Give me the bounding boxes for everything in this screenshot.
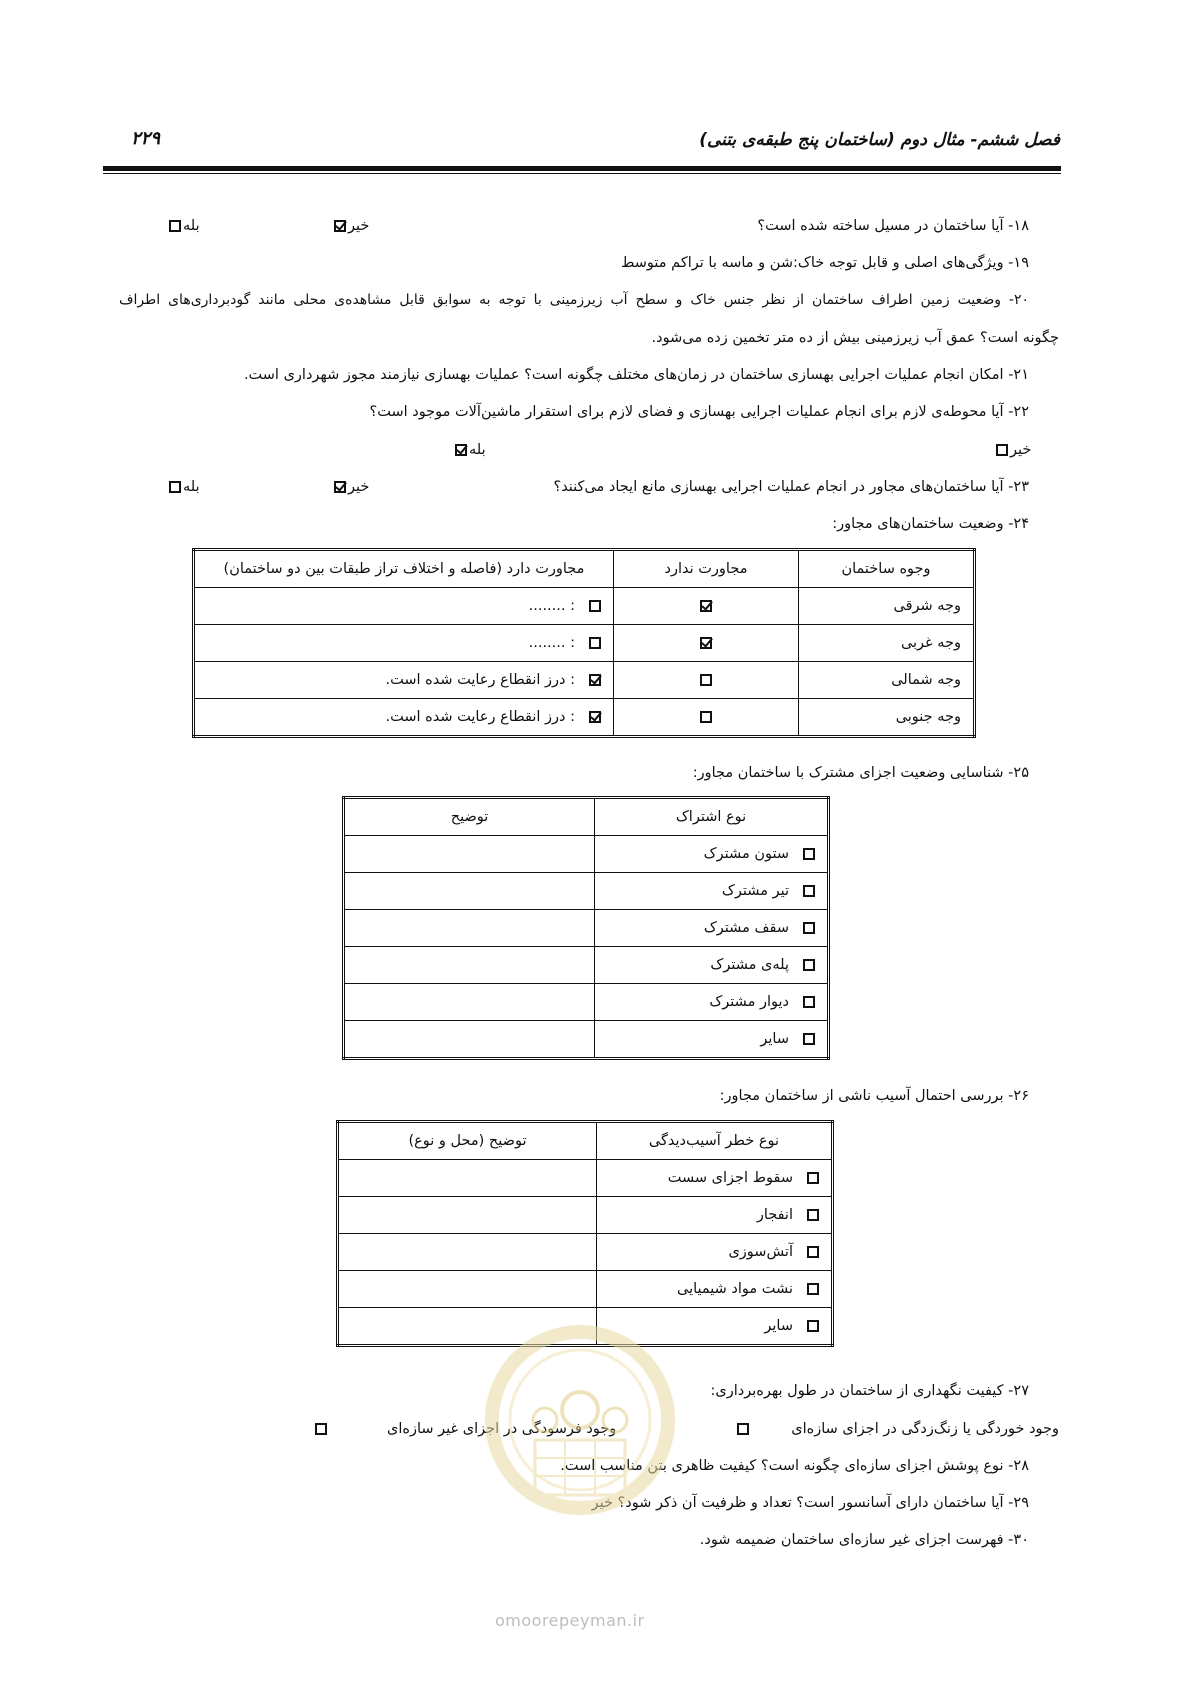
risk-type-label: سایر: [764, 1318, 793, 1334]
q23-yes-label: بله: [183, 479, 200, 495]
question-24: ۲۴- وضعیت ساختمان‌های مجاور:: [832, 516, 1029, 532]
q27-option-corrosion: [737, 1421, 1059, 1437]
checkbox-empty-icon[interactable]: [803, 922, 815, 934]
share-type-cell: [595, 984, 829, 1021]
adjacent-note: : ........: [528, 635, 575, 651]
risk-description-cell[interactable]: [338, 1160, 597, 1197]
q18-no-label: خیر: [348, 218, 370, 234]
description-cell[interactable]: [344, 910, 595, 947]
watermark-url: omoorepeyman.ir: [495, 1611, 645, 1630]
checkbox-checked-icon[interactable]: [589, 711, 601, 723]
checkbox-empty-icon[interactable]: [803, 848, 815, 860]
not-adjacent-cell: [614, 699, 799, 737]
risk-type-label: سقوط اجزای سست: [667, 1170, 793, 1186]
header-risk-description: توضیح (محل و نوع): [338, 1122, 597, 1160]
table-row: [194, 699, 975, 737]
q23-no-option: [330, 479, 369, 495]
table-row: [344, 1021, 829, 1059]
description-cell[interactable]: [344, 947, 595, 984]
question-30: ۳۰- فهرست اجزای غیر سازه‌ای ساختمان ضمیمه شود.: [699, 1532, 1029, 1548]
q22-no-label: خیر: [1010, 442, 1032, 458]
adjacent-note: : ........: [528, 598, 575, 614]
risk-type-label: نشت مواد شیمیایی: [677, 1281, 793, 1297]
q27-option-corrosion-label: وجود خوردگی یا زنگ‌زدگی در اجزای سازه‌ای: [791, 1421, 1059, 1437]
header-not-adjacent: مجاورت ندارد: [614, 550, 799, 588]
q23-no-label: خیر: [348, 479, 370, 495]
face-label: وجه شرقی: [799, 588, 975, 625]
checkbox-empty-icon[interactable]: [737, 1423, 749, 1435]
checkbox-empty-icon[interactable]: [169, 220, 181, 232]
header-adjacent: مجاورت دارد (فاصله و اختلاف تراز طبقات بین دو ساختمان): [194, 550, 614, 588]
q27-option-wear-label: وجود فرسودگی در اجزای غیر سازه‌ای: [387, 1421, 617, 1437]
face-label: وجه شمالی: [799, 662, 975, 699]
share-type-label: تیر مشترک: [721, 883, 789, 899]
checkbox-empty-icon[interactable]: [803, 1033, 815, 1045]
checkbox-empty-icon[interactable]: [589, 637, 601, 649]
checkbox-empty-icon[interactable]: [807, 1209, 819, 1221]
share-type-cell: [595, 947, 829, 984]
face-label: وجه غربی: [799, 625, 975, 662]
checkbox-empty-icon[interactable]: [700, 711, 712, 723]
table-row: [338, 1197, 833, 1234]
share-type-label: پله‌ی مشترک: [710, 957, 789, 973]
table-row: [344, 836, 829, 873]
checkbox-empty-icon[interactable]: [589, 600, 601, 612]
adjacent-cell: [194, 662, 614, 699]
risk-type-label: آتش‌سوزی: [728, 1244, 793, 1260]
adjacent-cell: [194, 625, 614, 662]
question-26: ۲۶- بررسی احتمال آسیب ناشی از ساختمان مجاور:: [719, 1088, 1029, 1104]
question-22: ۲۲- آیا محوطه‌ی لازم برای انجام عملیات اجرایی بهسازی و فضای لازم برای استقرار ماشین‌آلات موجود است؟: [369, 404, 1029, 420]
face-label: وجه جنوبی: [799, 699, 975, 737]
question-29: ۲۹- آیا ساختمان دارای آسانسور است؟ تعداد و ظرفیت آن ذکر شود؟ خیر: [591, 1495, 1029, 1511]
question-19: ۱۹- ویژگی‌های اصلی و قابل توجه خاک:شن و ماسه با تراکم متوسط: [621, 255, 1029, 271]
question-25: ۲۵- شناسایی وضعیت اجزای مشترک با ساختمان مجاور:: [692, 765, 1029, 781]
risk-type-cell: [597, 1197, 833, 1234]
not-adjacent-cell: [614, 662, 799, 699]
table-header-row: [344, 798, 829, 836]
table-row: [344, 984, 829, 1021]
checkbox-checked-icon[interactable]: [700, 600, 712, 612]
watermark-logo-icon: [485, 1280, 675, 1530]
checkbox-empty-icon[interactable]: [807, 1172, 819, 1184]
share-type-cell: [595, 910, 829, 947]
table-row: [194, 662, 975, 699]
header-rule-thick: [103, 166, 1061, 171]
description-cell[interactable]: [344, 984, 595, 1021]
checkbox-empty-icon[interactable]: [315, 1423, 327, 1435]
risk-type-cell: [597, 1160, 833, 1197]
checkbox-empty-icon[interactable]: [700, 674, 712, 686]
table-row: [194, 625, 975, 662]
adjacent-cell: [194, 588, 614, 625]
table-header-row: [338, 1122, 833, 1160]
not-adjacent-cell: [614, 625, 799, 662]
q23-yes-option: [165, 479, 200, 495]
q22-yes-option: [451, 442, 486, 458]
checkbox-checked-icon[interactable]: [334, 481, 346, 493]
header-description: توضیح: [344, 798, 595, 836]
table-row: [338, 1234, 833, 1271]
share-type-label: سقف مشترک: [703, 920, 789, 936]
question-28: ۲۸- نوع پوشش اجزای سازه‌ای چگونه است؟ کیفیت ظاهری بتن مناسب است.: [560, 1458, 1029, 1474]
table-row: [338, 1160, 833, 1197]
checkbox-empty-icon[interactable]: [807, 1246, 819, 1258]
risk-description-cell[interactable]: [338, 1234, 597, 1271]
adjacent-note: : درز انقطاع رعایت شده است.: [385, 672, 575, 688]
q18-no-option: [330, 218, 369, 234]
share-type-label: سایر: [760, 1031, 789, 1047]
adjacent-buildings-table: [192, 548, 976, 738]
table-row: [344, 910, 829, 947]
share-type-label: دیوار مشترک: [709, 994, 789, 1010]
checkbox-empty-icon[interactable]: [169, 481, 181, 493]
adjacent-note: : درز انقطاع رعایت شده است.: [385, 709, 575, 725]
risk-type-cell: [597, 1234, 833, 1271]
header-rule-thin: [103, 173, 1061, 174]
not-adjacent-cell: [614, 588, 799, 625]
page-number: ۲۲۹: [131, 128, 161, 149]
shared-components-table: [342, 796, 830, 1060]
question-20-line1: ۲۰- وضعیت زمین اطراف ساختمان از نظر جنس خاک و سطح آب زیرزمینی با توجه به سوابق قابل مشاهده‌ی محلی مانند گودبرداری‌های اطراف: [119, 292, 1029, 308]
header-faces: وجوه ساختمان: [799, 550, 975, 588]
risk-type-label: انفجار: [756, 1207, 793, 1223]
checkbox-empty-icon[interactable]: [803, 996, 815, 1008]
checkbox-checked-icon[interactable]: [334, 220, 346, 232]
checkbox-empty-icon[interactable]: [803, 959, 815, 971]
question-18: ۱۸- آیا ساختمان در مسیل ساخته شده است؟: [757, 218, 1029, 234]
checkbox-checked-icon[interactable]: [700, 637, 712, 649]
checkbox-empty-icon[interactable]: [807, 1283, 819, 1295]
header-share-type: نوع اشتراک: [595, 798, 829, 836]
table-row: [344, 873, 829, 910]
table-row: [344, 947, 829, 984]
checkbox-empty-icon[interactable]: [996, 444, 1008, 456]
header-risk-type: نوع خطر آسیب‌دیدگی: [597, 1122, 833, 1160]
q18-yes-option: [165, 218, 200, 234]
chapter-title: فصل ششم- مثال دوم (ساختمان پنج طبقه‌ی بتنی): [699, 130, 1060, 150]
risk-description-cell[interactable]: [338, 1197, 597, 1234]
description-cell[interactable]: [344, 836, 595, 873]
share-type-cell: [595, 873, 829, 910]
checkbox-empty-icon[interactable]: [807, 1320, 819, 1332]
adjacent-cell: [194, 699, 614, 737]
question-23: ۲۳- آیا ساختمان‌های مجاور در انجام عملیات اجرایی بهسازی مانع ایجاد می‌کنند؟: [553, 479, 1029, 495]
checkbox-checked-icon[interactable]: [455, 444, 467, 456]
question-21: ۲۱- امکان انجام عملیات اجرایی بهسازی ساختمان در زمان‌های مختلف چگونه است؟ عملیات بهسازی نیازمند مجوز شهرداری است.: [243, 367, 1029, 383]
description-cell[interactable]: [344, 873, 595, 910]
q18-yes-label: بله: [183, 218, 200, 234]
q22-yes-label: بله: [469, 442, 486, 458]
question-20-line2: چگونه است؟ عمق آب زیرزمینی بیش از ده متر تخمین زده می‌شود.: [651, 330, 1059, 346]
checkbox-checked-icon[interactable]: [589, 674, 601, 686]
table-header-row: [194, 550, 975, 588]
table-row: [194, 588, 975, 625]
share-type-label: ستون مشترک: [703, 846, 789, 862]
description-cell[interactable]: [344, 1021, 595, 1059]
checkbox-empty-icon[interactable]: [803, 885, 815, 897]
share-type-cell: [595, 836, 829, 873]
q22-no-option: [992, 442, 1031, 458]
question-27: ۲۷- کیفیت نگهداری از ساختمان در طول بهره‌برداری:: [710, 1383, 1029, 1399]
share-type-cell: [595, 1021, 829, 1059]
